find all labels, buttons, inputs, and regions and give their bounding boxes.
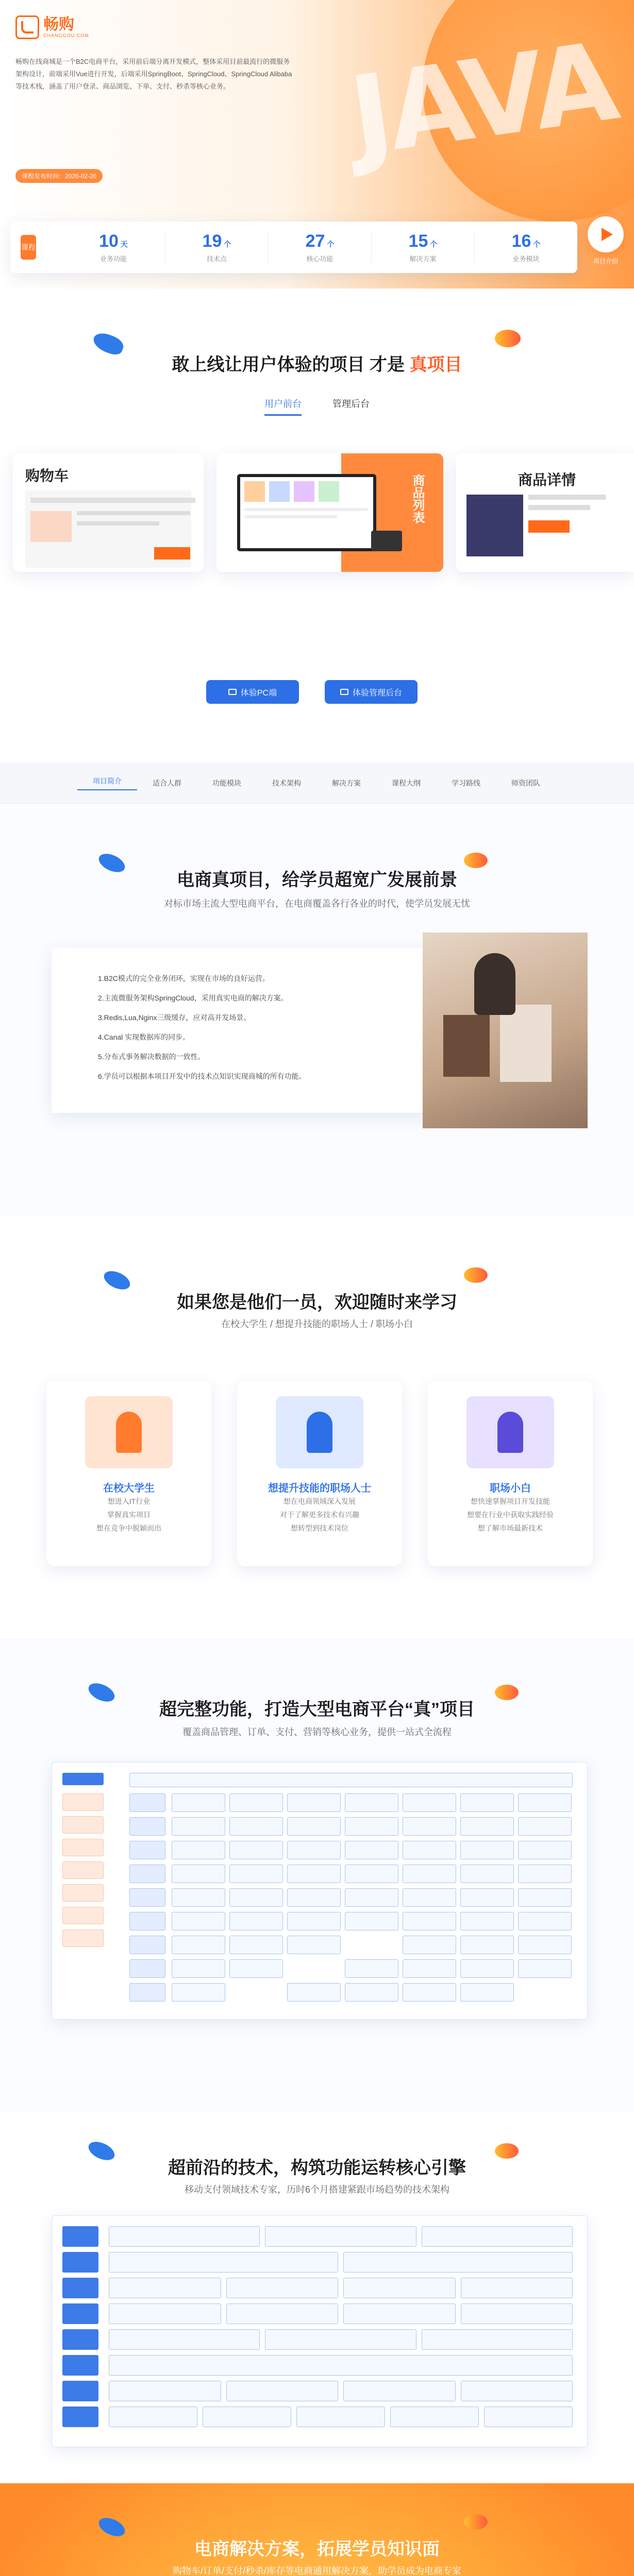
tech-cell (109, 2303, 221, 2324)
prospect-item: 3.Redis,Lua,Nginx三级缓存，应对高并发场景。 (98, 1013, 251, 1022)
diagram-side-box (62, 1929, 104, 1947)
audience-line: 想在竞争中脱颖而出 (96, 1524, 161, 1532)
tech-cell (109, 2406, 197, 2427)
audience-title: 在校大学生 (103, 1483, 155, 1494)
subnav-item[interactable]: 课程大纲 (392, 779, 421, 787)
title-highlight: 真项目 (409, 355, 462, 375)
audience-line: 想进入IT行业 (107, 1497, 151, 1505)
diagram-module-head (62, 1773, 104, 1785)
subnav-item[interactable]: 功能模块 (212, 779, 241, 787)
tech-cell (296, 2406, 385, 2427)
try-admin-button[interactable] (325, 680, 418, 704)
audience-line: 掌握真实项目 (107, 1511, 151, 1519)
diagram-cell (287, 1841, 341, 1859)
hero-stats-bar (10, 222, 577, 273)
tech-row-head (62, 2329, 98, 2350)
audience-card (428, 1381, 593, 1566)
s2-title: 电商真项目，给学员超宽广发展前景 (177, 870, 457, 890)
section-project (0, 289, 634, 783)
s5-sub: 移动支付领域技术专家，历时6个月搭建紧跟市场趋势的技术架构 (184, 2184, 449, 2195)
diagram-side-box (62, 1907, 104, 1924)
diagram-row-head (129, 1793, 165, 1812)
stat-item (268, 231, 371, 263)
try-pc-button[interactable] (206, 680, 299, 704)
diagram-top-bar (129, 1773, 573, 1787)
diagram-row-head (129, 1817, 165, 1836)
diagram-cell (460, 1888, 514, 1907)
stat-item (165, 231, 268, 263)
stat-value: 15 (408, 231, 428, 251)
stat-label: 业务模块 (512, 255, 540, 263)
title-text: 敢上线让用户体验的项目 才是 (172, 355, 405, 375)
subnav-item[interactable]: 适合人群 (153, 779, 181, 787)
diagram-cell (172, 1865, 225, 1883)
prospect-item: 5.分布式事务解决数据的一致性。 (98, 1053, 205, 1061)
tech-cell (109, 2278, 221, 2298)
s4-title: 超完整功能，打造大型电商平台“真”项目 (159, 1700, 475, 1719)
diagram-cell (460, 1959, 514, 1978)
audience-illustration (85, 1396, 173, 1468)
prospect-item: 1.B2C模式的完全业务闭环，实现在市场的良好运营。 (98, 974, 270, 982)
tab-bar (0, 397, 634, 416)
diagram-cell (229, 1865, 283, 1883)
diagram-cell (229, 1888, 283, 1907)
sub-nav (0, 762, 634, 804)
tech-row-head (62, 2355, 98, 2376)
diagram-cell (172, 1936, 225, 1954)
tech-diagram (52, 2215, 588, 2447)
tech-cell (461, 2303, 573, 2324)
diagram-cell (403, 1888, 456, 1907)
tech-cell (226, 2303, 339, 2324)
s5-title: 超前沿的技术，构筑功能运转核心引擎 (168, 2158, 466, 2178)
tech-cell (109, 2226, 260, 2247)
logo-icon (15, 15, 39, 39)
diagram-cell (229, 1793, 283, 1812)
shot-cart[interactable] (13, 453, 204, 572)
diagram-row-head (129, 1912, 165, 1930)
stat-unit: 个 (533, 240, 541, 248)
diagram-cell (403, 1793, 456, 1812)
function-diagram (52, 1762, 588, 2020)
diagram-cell (287, 1793, 341, 1812)
diagram-cell (345, 1888, 398, 1907)
diagram-cell (172, 1817, 225, 1836)
diagram-row-head (129, 1983, 165, 2002)
tech-cell (343, 2381, 456, 2401)
tech-cell (343, 2252, 573, 2273)
audience-line: 想转型到技术岗位 (291, 1524, 348, 1532)
diagram-cell (229, 1912, 283, 1930)
tech-cell (422, 2226, 573, 2247)
diagram-row-head (129, 1865, 165, 1883)
diagram-row-head (129, 1841, 165, 1859)
diagram-cell (518, 1888, 572, 1907)
tech-cell (109, 2381, 221, 2401)
tech-cell (226, 2381, 339, 2401)
diagram-cell (229, 1936, 283, 1954)
tech-row-head (62, 2381, 98, 2401)
fish-icon (464, 1267, 488, 1283)
prospect-item: 4.Canal 实现数据库的同步。 (98, 1033, 190, 1041)
diagram-cell (345, 1865, 398, 1883)
audience-illustration (276, 1396, 363, 1468)
stat-label: 技术点 (206, 255, 227, 263)
subnav-item[interactable]: 师资团队 (511, 779, 540, 787)
subnav-item[interactable]: 学习路线 (452, 779, 480, 787)
section-title (0, 350, 634, 376)
diagram-cell (403, 1841, 456, 1859)
diagram-row-head (129, 1959, 165, 1978)
diagram-cell (287, 1865, 341, 1883)
diagram-cell (172, 1888, 225, 1907)
diagram-cell (518, 1817, 572, 1836)
diagram-cell (460, 1936, 514, 1954)
diagram-cell (518, 1793, 572, 1812)
diagram-side-box (62, 1861, 104, 1879)
audience-line: 想快速掌握项目开发技能 (471, 1497, 550, 1505)
stat-unit: 个 (327, 240, 335, 248)
tech-cell (265, 2226, 416, 2247)
diagram-side-box (62, 1816, 104, 1834)
diagram-cell (403, 1865, 456, 1883)
fish-icon (495, 330, 521, 347)
audience-line: 想在电商领域深入发展 (283, 1497, 356, 1505)
diagram-cell (345, 1912, 398, 1930)
tech-cell (109, 2329, 260, 2350)
diagram-side-box (62, 1839, 104, 1856)
diagram-cell (403, 1983, 456, 2002)
prospect-list (52, 948, 443, 1113)
tech-row-head (62, 2278, 98, 2298)
tech-cell (203, 2406, 291, 2427)
hero-badge-text: 课程 (21, 243, 36, 251)
diagram-cell (345, 1793, 398, 1812)
audience-card (46, 1381, 211, 1566)
stat-unit: 个 (430, 240, 438, 248)
stat-value: 10 (99, 231, 119, 251)
section-audience (0, 1216, 634, 1638)
tech-cell (109, 2252, 338, 2273)
stat-label: 解决方案 (409, 255, 437, 263)
diagram-side-box (62, 1884, 104, 1902)
stat-value: 16 (511, 231, 531, 251)
shopping-photo (423, 933, 588, 1128)
diagram-cell (403, 1936, 456, 1954)
diagram-cell (287, 1983, 341, 2002)
shot-detail[interactable] (456, 453, 634, 572)
stat-unit: 天 (120, 240, 128, 248)
monitor-icon (228, 689, 237, 695)
logo[interactable] (15, 15, 89, 39)
diagram-cell (403, 1912, 456, 1930)
diagram-cell (172, 1983, 225, 2002)
shot-detail-title: 商品详情 (518, 472, 576, 488)
s3-sub: 在校大学生 / 想提升技能的职场人士 / 职场小白 (221, 1319, 413, 1329)
diagram-cell (518, 1936, 572, 1954)
s2-sub: 对标市场主流大型电商平台，在电商覆盖各行各业的时代，使学员发展无忧 (164, 899, 470, 909)
tech-cell (343, 2303, 456, 2324)
diagram-row-head (129, 1936, 165, 1954)
hero-badge (21, 235, 36, 260)
stat-label: 核心功能 (306, 255, 333, 263)
diagram-cell (287, 1888, 341, 1907)
tech-cell (390, 2406, 479, 2427)
hero-intro: 畅购在线商城是一个B2C电商平台，采用前后端分离开发模式，整体采用目前最流行的微服务架构设计，前端采用Vue进行开发，后端采用SpringBoot、SpringCloud、SpringCloud Alibaba等技术栈，涵盖了用户登录、商品浏览、下单、支付、秒杀等核心业务。 (15, 58, 292, 90)
diagram-cell (518, 1912, 572, 1930)
subnav-item[interactable]: 项目简介 (77, 776, 137, 790)
stat-value-row (269, 231, 371, 251)
subnav-item[interactable]: 解决方案 (332, 779, 361, 787)
diagram-cell (229, 1817, 283, 1836)
stat-item (474, 231, 577, 263)
diagram-cell (172, 1841, 225, 1859)
tab-user-front[interactable]: 用户前台 (264, 397, 302, 416)
diagram-cell (518, 1865, 572, 1883)
s3-title: 如果您是他们一员，欢迎随时来学习 (177, 1293, 457, 1312)
diagram-cell (172, 1959, 225, 1978)
tech-row-head (62, 2303, 98, 2324)
hero-date: 课程发布时间：2020-02-20 (15, 169, 103, 183)
audience-line: 想了解市场最新技术 (478, 1524, 543, 1532)
hero (0, 0, 634, 289)
diagram-cell (172, 1793, 225, 1812)
subnav-item[interactable]: 技术架构 (272, 779, 301, 787)
stat-label: 业务功能 (99, 255, 127, 263)
tech-cell (226, 2278, 339, 2298)
diagram-cell (172, 1912, 225, 1930)
stat-value: 27 (305, 231, 325, 251)
section-prospect (0, 804, 634, 1216)
hero-stats (62, 231, 577, 263)
diagram-cell (287, 1936, 341, 1954)
logo-text: 畅购 (43, 16, 74, 33)
stat-unit: 个 (224, 240, 231, 248)
audience-line: 想要在行业中获取实践经验 (467, 1511, 554, 1519)
diagram-cell (460, 1841, 514, 1859)
s6-title: 电商解决方案，拓展学员知识面 (194, 2539, 440, 2559)
section-solutions (0, 2483, 634, 2576)
prospect-item: 2.主流微服务架构SpringCloud，采用真实电商的解决方案。 (98, 994, 288, 1002)
diagram-cell (460, 1793, 514, 1812)
play-label: 项目介绍 (593, 258, 618, 265)
diagram-cell (345, 1983, 398, 2002)
section-tech (0, 2112, 634, 2483)
section-functions (0, 1638, 634, 2112)
stat-value-row (475, 231, 577, 251)
fish-icon (464, 2514, 488, 2530)
play-icon (602, 228, 613, 241)
s4-sub: 覆盖商品管理、订单、支付、营销等核心业务，提供一站式全流程 (182, 1727, 452, 1737)
diagram-cell (345, 1841, 398, 1859)
tech-cell (343, 2278, 456, 2298)
stat-item (62, 231, 165, 263)
tech-cell (109, 2355, 573, 2376)
try-admin-label: 体验管理后台 (352, 688, 402, 698)
diagram-cell (460, 1817, 514, 1836)
diagram-cell (518, 1959, 572, 1978)
shot-list-title: 商品列表 (410, 474, 424, 523)
play-button[interactable] (588, 216, 624, 252)
tech-row-head (62, 2252, 98, 2273)
diagram-cell (460, 1912, 514, 1930)
diagram-side-box (62, 1793, 104, 1811)
audience-card (237, 1381, 402, 1566)
shot-cart-title: 购物车 (25, 468, 69, 484)
tech-row-head (62, 2406, 98, 2427)
stat-value-row (372, 231, 474, 251)
stat-value: 19 (202, 231, 222, 251)
tech-cell (422, 2329, 573, 2350)
logo-sub: CHANGGOU.COM (43, 33, 89, 38)
tech-row-head (62, 2226, 98, 2247)
diagram-cell (403, 1959, 456, 1978)
stat-item (371, 231, 474, 263)
audience-line: 对于了解更多技术有兴趣 (280, 1511, 359, 1519)
try-pc-label: 体验PC端 (240, 688, 277, 698)
diagram-cell (403, 1817, 456, 1836)
diagram-cell (345, 1817, 398, 1836)
audience-title: 职场小白 (490, 1483, 531, 1494)
diagram-cell (460, 1865, 514, 1883)
tech-cell (484, 2406, 573, 2427)
diagram-cell (460, 1983, 514, 2002)
audience-illustration (466, 1396, 554, 1468)
diagram-cell (287, 1912, 341, 1930)
java-watermark: JAVA (343, 18, 623, 180)
diagram-cell (229, 1841, 283, 1859)
tab-admin[interactable]: 管理后台 (332, 399, 370, 409)
s6-sub: 购物车/订单/支付/秒杀/库存等电商通用解决方案，助学员成为电商专家 (172, 2566, 461, 2576)
prospect-item: 6.学员可以根据本项目开发中的技术点知识实现商城的所有功能。 (98, 1072, 306, 1080)
tech-cell (265, 2329, 416, 2350)
stat-value-row (62, 231, 165, 251)
diagram-row-head (129, 1888, 165, 1907)
audience-title: 想提升技能的职场人士 (268, 1483, 371, 1494)
monitor-icon (340, 689, 348, 695)
tech-cell (461, 2381, 573, 2401)
shot-list[interactable] (216, 453, 443, 572)
diagram-cell (229, 1959, 283, 1978)
tech-cell (461, 2278, 573, 2298)
diagram-cell (345, 1959, 398, 1978)
stat-value-row (165, 231, 268, 251)
diagram-cell (518, 1841, 572, 1859)
diagram-cell (287, 1817, 341, 1836)
